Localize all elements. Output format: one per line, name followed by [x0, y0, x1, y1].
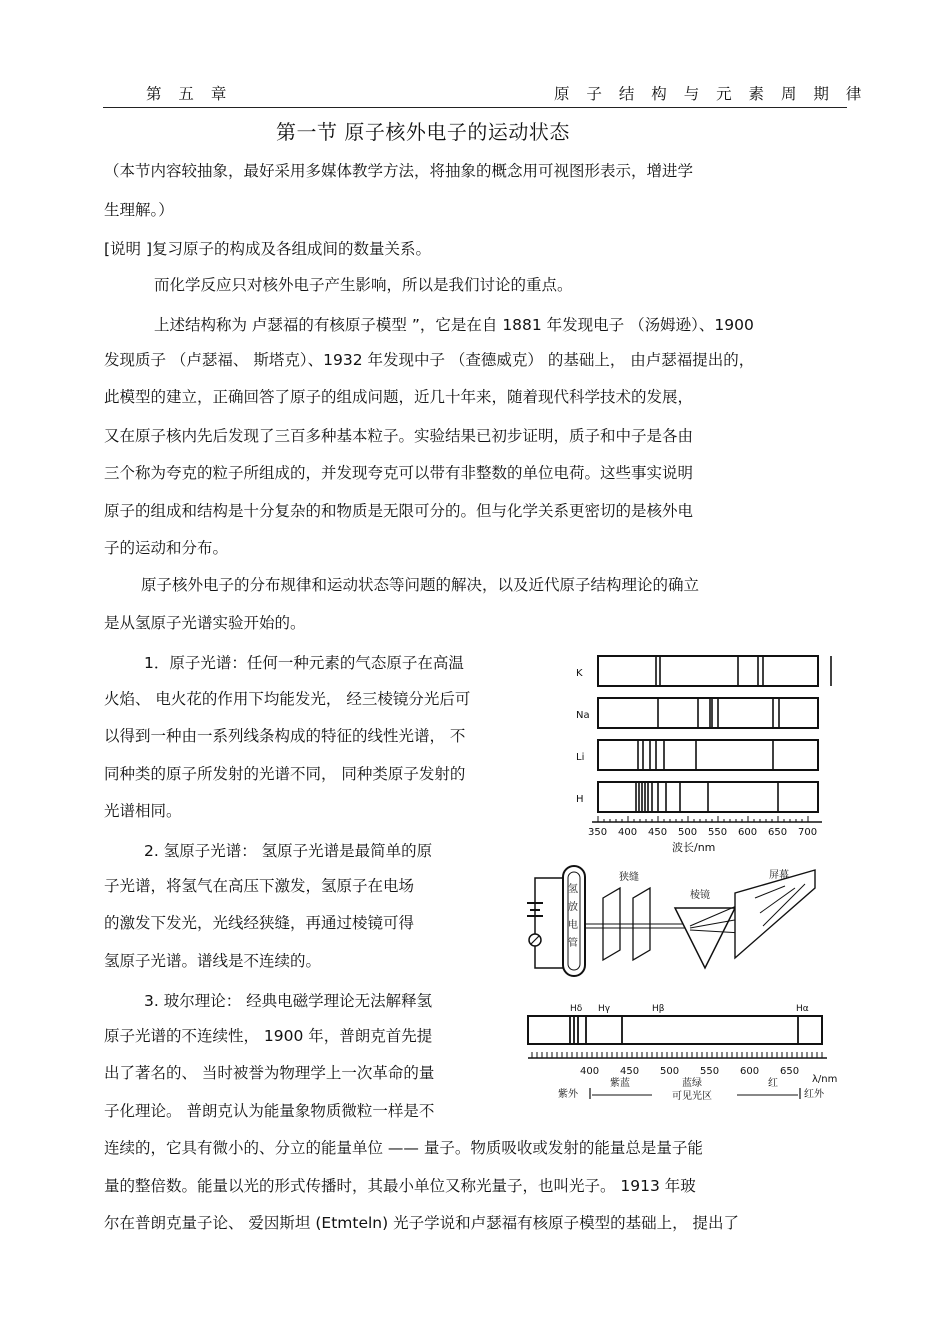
- text-line: 的激发下发光，光线经狭缝，再通过棱镜可得: [104, 914, 415, 932]
- text-line: 氢原子光谱。谱线是不连续的。: [104, 952, 322, 970]
- text-line: 子化理论。 普朗克认为能量象物质微粒一样是不: [104, 1102, 435, 1120]
- tick-label: 400: [580, 1066, 600, 1077]
- text-line: 上述结构称为 卢瑟福的有核原子模型 ”，它是在自 1881 年发现电子 （汤姆逊）、1900: [154, 316, 754, 334]
- tick-label: 450: [648, 827, 668, 838]
- element-label: K: [576, 668, 583, 679]
- text-line: 3. 玻尔理论： 经典电磁学理论无法解释氢: [144, 992, 433, 1010]
- line-label: Hβ: [652, 1004, 665, 1014]
- tick-label: 650: [768, 827, 788, 838]
- text-line: 尔在普朗克量子论、 爱因斯坦 (Etmteln) 光子学说和卢瑟福有核原子模型的基础上， 提出了: [104, 1214, 740, 1232]
- prism: [675, 908, 735, 968]
- tube-label-char: 氢: [568, 884, 578, 895]
- region-label: 紫外: [558, 1089, 578, 1100]
- line-label: Hα: [796, 1004, 809, 1014]
- text-line: （本节内容较抽象，最好采用多媒体教学方法，将抽象的概念用可视图形表示，增进学: [104, 162, 694, 180]
- line-label: Hδ: [570, 1004, 583, 1014]
- text-line: [说明 ]复习原子的构成及各组成间的数量关系。: [104, 240, 432, 258]
- text-line: 又在原子核内先后发现了三百多种基本粒子。实验结果已初步证明，质子和中子是各由: [104, 427, 694, 445]
- element-label: Na: [576, 710, 590, 721]
- spectroscope-apparatus-figure: [525, 858, 825, 983]
- region-label: 蓝绿: [682, 1078, 702, 1089]
- visible-region-label: 可见光区: [672, 1091, 712, 1102]
- spectrum-strip: [528, 1016, 822, 1044]
- text-line: 1．原子光谱：任何一种元素的气态原子在高温: [144, 654, 464, 672]
- element-label: Li: [576, 752, 585, 763]
- tick-label: 450: [620, 1066, 640, 1077]
- region-label: 红外: [804, 1089, 824, 1100]
- wavelength-axis-label: 波长/nm: [672, 841, 716, 854]
- region-label: 紫蓝: [610, 1078, 630, 1089]
- text-line: 出了著名的、 当时被誉为物理学上一次革命的量: [104, 1064, 435, 1082]
- header-rule: [103, 107, 847, 108]
- text-line: 子的运动和分布。: [104, 539, 229, 557]
- text-line: 三个称为夸克的粒子所组成的，并发现夸克可以带有非整数的单位电荷。这些事实说明: [104, 464, 694, 482]
- tube-label-char: 电: [568, 920, 578, 931]
- chapter-topic: 原 子 结 构 与 元 素 周 期 律: [554, 85, 868, 103]
- text-line: 连续的，它具有微小的、分立的能量单位 —— 量子。物质吸收或发射的能量总是量子能: [104, 1139, 703, 1157]
- tick-label: 350: [588, 827, 608, 838]
- text-line: 原子核外电子的分布规律和运动状态等问题的解决，以及近代原子结构理论的确立: [141, 576, 700, 594]
- spectrum-row: [598, 740, 818, 770]
- spectrum-row: [598, 698, 818, 728]
- text-line: 光谱相同。: [104, 802, 182, 820]
- text-line: 此模型的建立，正确回答了原子的组成问题，近几十年来，随着现代科学技术的发展，: [104, 388, 694, 406]
- wavelength-unit: λ/nm: [812, 1074, 838, 1085]
- tick-label: 550: [708, 827, 728, 838]
- tick-label: 550: [700, 1066, 720, 1077]
- tick-label: 600: [738, 827, 758, 838]
- text-line: 2. 氢原子光谱： 氢原子光谱是最简单的原: [144, 842, 433, 860]
- slit-label: 狭缝: [619, 872, 639, 883]
- tick-label: 650: [780, 1066, 800, 1077]
- text-line: 原子的组成和结构是十分复杂的和物质是无限可分的。但与化学关系更密切的是核外电: [104, 502, 694, 520]
- tube-label-char: 管: [568, 938, 578, 949]
- tick-label: 700: [798, 827, 818, 838]
- text-line: 发现质子 （卢瑟福、 斯塔克）、1932 年发现中子 （查德威克） 的基础上， 由卢瑟福提出的，: [104, 351, 755, 369]
- hydrogen-spectrum-figure: [522, 996, 846, 1106]
- text-line: 子光谱，将氢气在高压下激发，氢原子在电场: [104, 877, 415, 895]
- text-line: 以得到一种由一系列线条构成的特征的线性光谱， 不: [104, 727, 466, 745]
- section-title: 第一节 原子核外电子的运动状态: [276, 120, 570, 144]
- prism-label: 棱镜: [690, 890, 710, 901]
- text-line: 火焰、 电火花的作用下均能发光， 经三棱镜分光后可: [104, 690, 471, 708]
- text-line: 而化学反应只对核外电子产生影响，所以是我们讨论的重点。: [154, 276, 573, 294]
- text-line: 原子光谱的不连续性， 1900 年，普朗克首先提: [104, 1027, 433, 1045]
- tick-label: 500: [660, 1066, 680, 1077]
- tick-label: 500: [678, 827, 698, 838]
- line-label: Hγ: [598, 1004, 611, 1014]
- text-line: 是从氢原子光谱实验开始的。: [104, 614, 306, 632]
- region-label: 红: [768, 1078, 778, 1089]
- text-line: 同种类的原子所发射的光谱不同， 同种类原子发射的: [104, 765, 466, 783]
- text-line: 量的整倍数。能量以光的形式传播时，其最小单位又称光量子，也叫光子。 1913 年玻: [104, 1177, 696, 1195]
- spectrum-row: [598, 656, 818, 686]
- element-label: H: [576, 794, 584, 805]
- tick-label: 400: [618, 827, 638, 838]
- screen-label: 屏幕: [769, 870, 789, 881]
- atomic-spectra-figure: [572, 648, 834, 858]
- tube-label-char: 放: [568, 902, 578, 913]
- chapter-label: 第 五 章: [146, 85, 233, 103]
- tick-label: 600: [740, 1066, 760, 1077]
- text-line: 生理解。）: [104, 201, 174, 219]
